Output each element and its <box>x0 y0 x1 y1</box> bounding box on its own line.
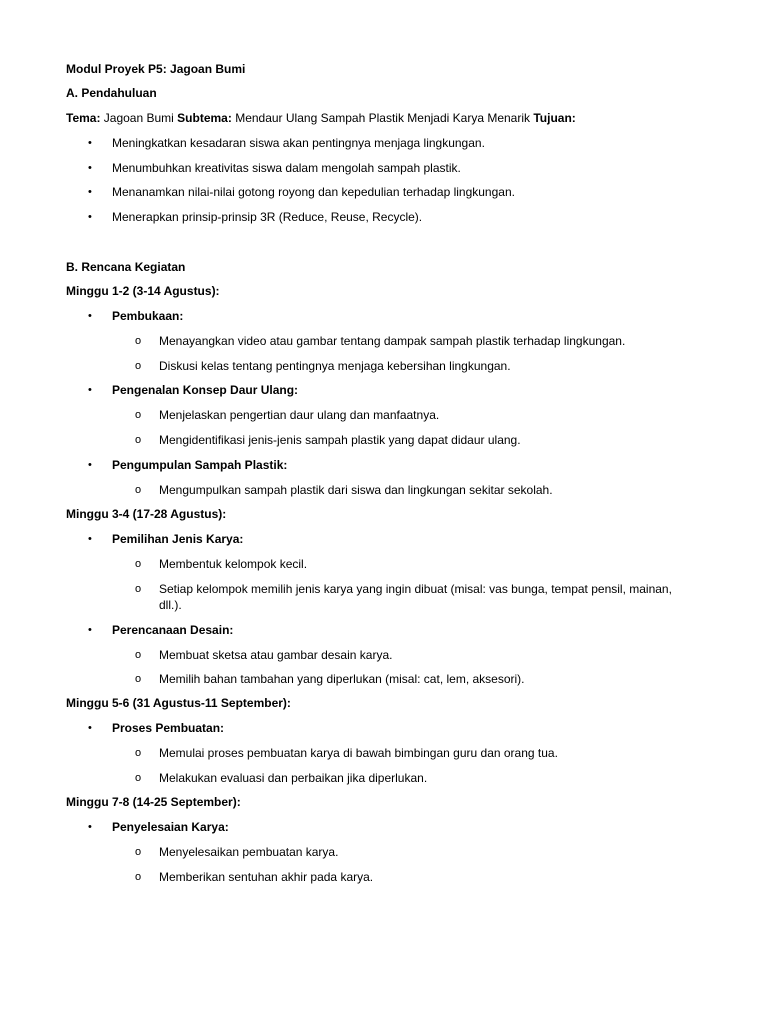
activity-detail: Melakukan evaluasi dan perbaikan jika diperlukan. <box>159 771 428 785</box>
sub-bullet-icon: o <box>135 583 142 595</box>
activity-detail: Memberikan sentuhan akhir pada karya. <box>159 870 374 884</box>
sub-bullet-icon: o <box>135 673 142 685</box>
goal-text: Meningkatkan kesadaran siswa akan pentingnya menjaga lingkungan. <box>112 136 485 150</box>
activity-label: Pengenalan Konsep Daur Ulang: <box>112 383 299 397</box>
week-heading: Minggu 7-8 (14-25 September): <box>66 795 241 809</box>
theme-line <box>66 111 576 126</box>
activity-detail: Menayangkan video atau gambar tentang dampak sampah plastik terhadap lingkungan. <box>159 334 626 348</box>
activity-detail: Menyelesaikan pembuatan karya. <box>159 845 339 859</box>
sub-bullet-icon: o <box>135 871 142 883</box>
week-heading: Minggu 5-6 (31 Agustus-11 September): <box>66 696 291 710</box>
activity-detail: Memulai proses pembuatan karya di bawah bimbingan guru dan orang tua. <box>159 746 558 760</box>
sub-bullet-icon: o <box>135 747 142 759</box>
activity-detail: Mengidentifikasi jenis-jenis sampah plastik yang dapat didaur ulang. <box>159 433 521 447</box>
tema-label: Tema: <box>66 111 101 125</box>
activity-detail: Menjelaskan pengertian daur ulang dan manfaatnya. <box>159 408 440 422</box>
bullet-icon: • <box>88 624 92 636</box>
sub-bullet-icon: o <box>135 846 142 858</box>
tujuan-label: Tujuan: <box>533 111 576 125</box>
activity-detail: Memilih bahan tambahan yang diperlukan (misal: cat, lem, aksesori). <box>159 672 525 686</box>
sub-bullet-icon: o <box>135 484 142 496</box>
sub-bullet-icon: o <box>135 649 142 661</box>
section-a-heading: A. Pendahuluan <box>66 86 157 100</box>
sub-bullet-icon: o <box>135 360 142 372</box>
activity-detail: Membuat sketsa atau gambar desain karya. <box>159 648 393 662</box>
activity-label: Pembukaan: <box>112 309 184 323</box>
activity-label: Pemilihan Jenis Karya: <box>112 532 244 546</box>
goal-text: Menerapkan prinsip-prinsip 3R (Reduce, Reuse, Recycle). <box>112 210 423 224</box>
activity-detail: Diskusi kelas tentang pentingnya menjaga kebersihan lingkungan. <box>159 359 511 373</box>
section-b-heading: B. Rencana Kegiatan <box>66 260 186 274</box>
sub-bullet-icon: o <box>135 335 142 347</box>
bullet-icon: • <box>88 722 92 734</box>
bullet-icon: • <box>88 162 92 174</box>
bullet-icon: • <box>88 384 92 396</box>
document-title: Modul Proyek P5: Jagoan Bumi <box>66 62 246 76</box>
bullet-icon: • <box>88 137 92 149</box>
bullet-icon: • <box>88 821 92 833</box>
goal-text: Menanamkan nilai-nilai gotong royong dan kepedulian terhadap lingkungan. <box>112 185 515 199</box>
bullet-icon: • <box>88 533 92 545</box>
tema-value: Jagoan Bumi <box>100 111 178 125</box>
week-heading: Minggu 3-4 (17-28 Agustus): <box>66 507 227 521</box>
bullet-icon: • <box>88 211 92 223</box>
sub-bullet-icon: o <box>135 434 142 446</box>
activity-label: Proses Pembuatan: <box>112 721 225 735</box>
activity-detail: Setiap kelompok memilih jenis karya yang ingin dibuat (misal: vas bunga, tempat pensil, mainan, dll.). <box>159 582 672 612</box>
bullet-icon: • <box>88 459 92 471</box>
week-heading: Minggu 1-2 (3-14 Agustus): <box>66 284 220 298</box>
activity-detail: Mengumpulkan sampah plastik dari siswa dan lingkungan sekitar sekolah. <box>159 483 553 497</box>
activity-label: Pengumpulan Sampah Plastik: <box>112 458 288 472</box>
activity-label: Penyelesaian Karya: <box>112 820 229 834</box>
subtema-value: Mendaur Ulang Sampah Plastik Menjadi Karya Menarik <box>231 111 534 125</box>
activity-label: Perencanaan Desain: <box>112 623 234 637</box>
subtema-label: Subtema: <box>177 111 232 125</box>
sub-bullet-icon: o <box>135 409 142 421</box>
bullet-icon: • <box>88 186 92 198</box>
sub-bullet-icon: o <box>135 558 142 570</box>
sub-bullet-icon: o <box>135 772 142 784</box>
goal-text: Menumbuhkan kreativitas siswa dalam mengolah sampah plastik. <box>112 161 461 175</box>
bullet-icon: • <box>88 310 92 322</box>
activity-detail: Membentuk kelompok kecil. <box>159 557 308 571</box>
